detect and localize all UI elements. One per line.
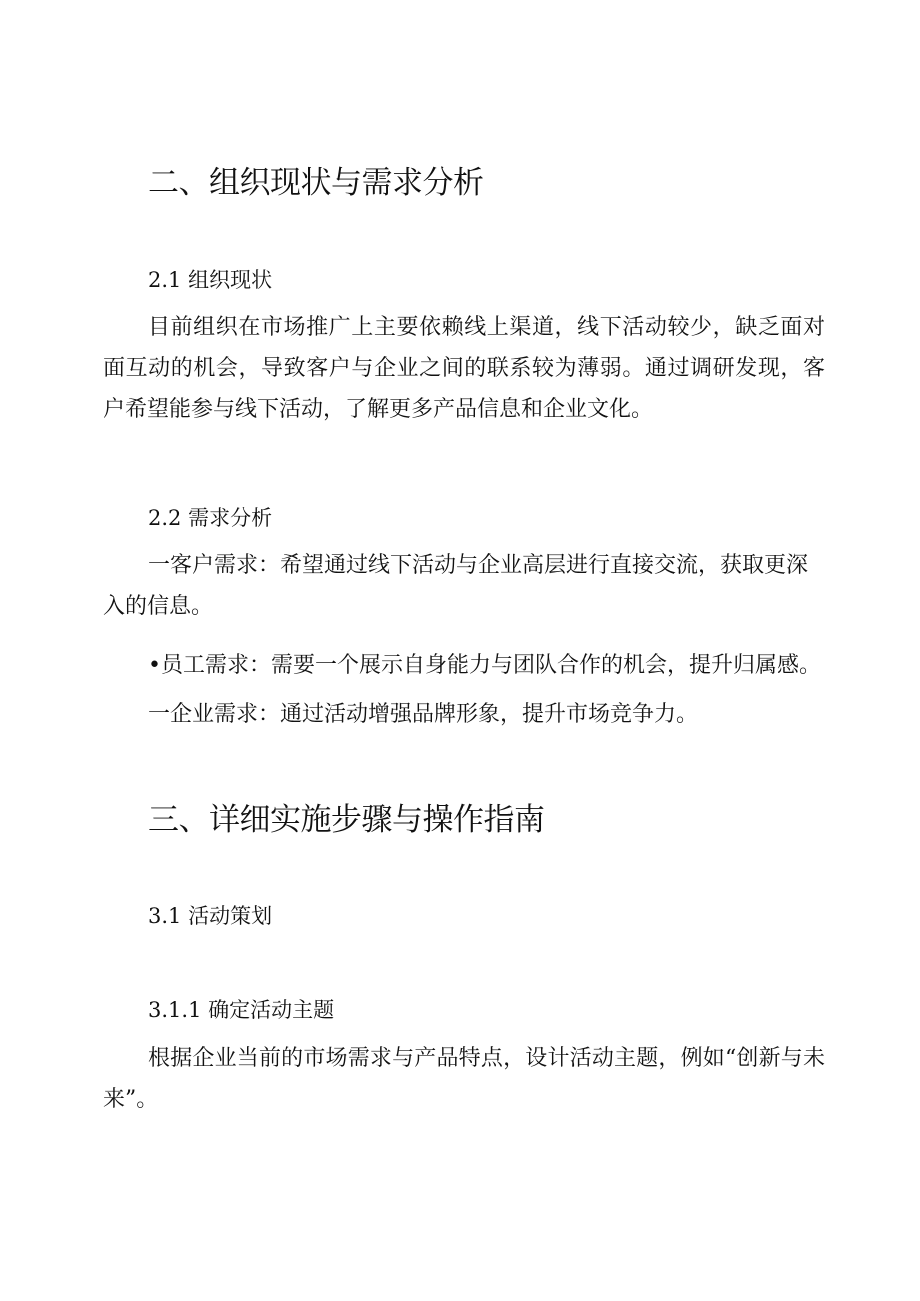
list-item-customer-needs: 一客户需求：希望通过线下活动与企业高层进行直接交流，获取更深入的信息。 (103, 553, 809, 619)
section-heading-2: 二、组织现状与需求分析 (148, 165, 484, 201)
paragraph-organization-status: 目前组织在市场推广上主要依赖线上渠道，线下活动较少，缺乏面对面互动的机会，导致客户与企业之间的联系较为薄弱。通过调研发现，客户希望能参与线下活动，了解更多产品信息和企业文化。 (103, 315, 825, 422)
list-item-employee-needs: •员工需求：需要一个展示自身能力与团队合作的机会，提升归属感。 (148, 653, 821, 678)
subsection-heading-3-1: 3.1 活动策划 (148, 904, 273, 928)
subsection-heading-2-2: 2.2 需求分析 (148, 506, 273, 530)
list-item-enterprise-needs: 一企业需求：通过活动增强品牌形象，提升市场竞争力。 (148, 702, 699, 727)
subsection-heading-2-1: 2.1 组织现状 (148, 268, 273, 292)
paragraph-activity-theme: 根据企业当前的市场需求与产品特点，设计活动主题，例如“创新与未来”。 (103, 1046, 825, 1112)
subsection-heading-3-1-1: 3.1.1 确定活动主题 (148, 998, 335, 1022)
section-heading-3: 三、详细实施步骤与操作指南 (148, 802, 545, 838)
